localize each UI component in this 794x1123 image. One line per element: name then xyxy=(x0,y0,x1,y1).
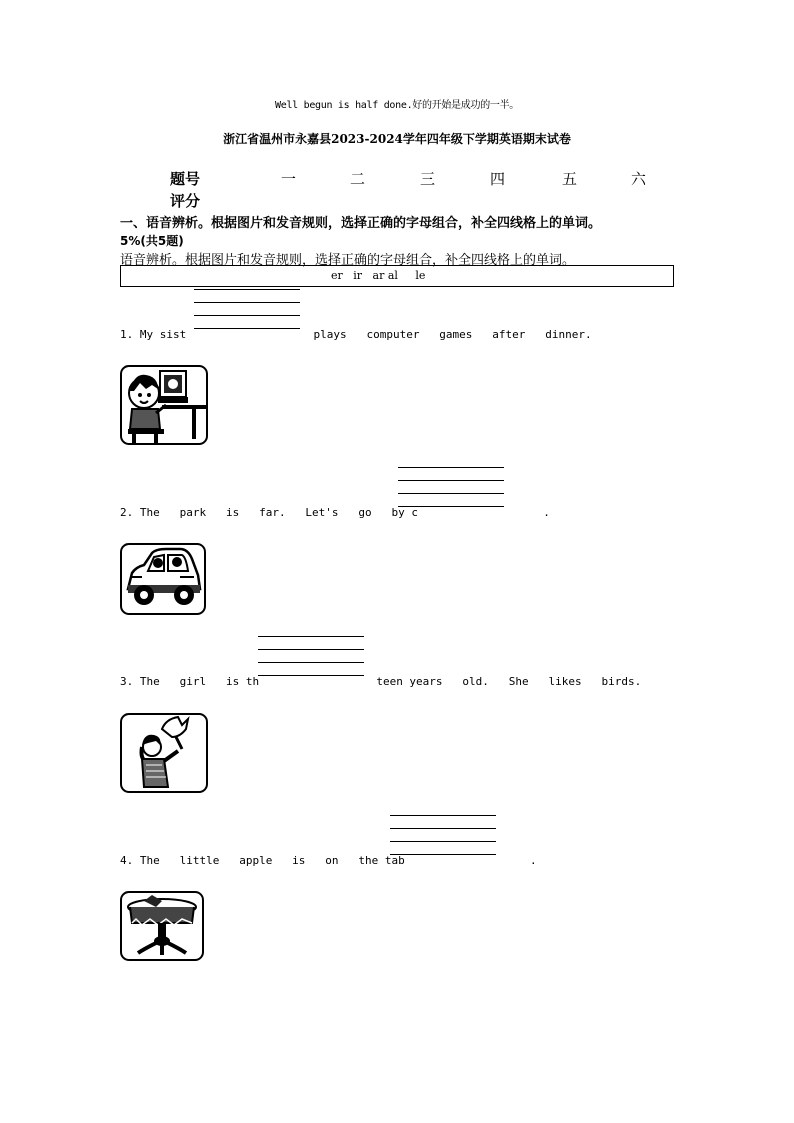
question-3-text-after: teen years old. She likes birds. xyxy=(363,675,642,688)
question-2 xyxy=(120,506,550,519)
score-col-3: 三 xyxy=(420,170,436,188)
table-icon xyxy=(120,891,204,961)
motto: Well begun is half done.好的开始是成功的一半。 xyxy=(275,100,519,111)
score-col-1: 一 xyxy=(281,170,297,188)
question-1-text-after: plays computer games after dinner. xyxy=(300,328,592,341)
question-2-text-before: 2. The park is far. Let's go by c xyxy=(120,506,419,519)
question-1 xyxy=(120,328,592,341)
score-table-label-number: 题号 xyxy=(170,170,201,188)
question-4-text-after: . xyxy=(516,854,537,867)
four-line-grid-2[interactable] xyxy=(398,467,504,506)
girl-bird-icon xyxy=(120,713,208,793)
section-points: 5%(共5题) xyxy=(120,234,184,248)
score-col-2: 二 xyxy=(350,170,366,188)
question-2-text-after: . xyxy=(530,506,550,519)
question-4-text-before: 4. The little apple is on the tab xyxy=(120,854,405,867)
score-col-4: 四 xyxy=(490,170,506,188)
letter-options: er ir ar al le xyxy=(331,269,426,282)
question-4 xyxy=(120,854,537,867)
four-line-grid-3[interactable] xyxy=(258,636,364,675)
section-title: 一、语音辨析。根据图片和发音规则，选择正确的字母组合，补全四线格上的单词。 xyxy=(120,216,602,231)
exam-title: 浙江省温州市永嘉县2023-2024学年四年级下学期英语期末试卷 xyxy=(223,132,571,146)
boy-computer-icon xyxy=(120,365,208,445)
four-line-grid-4[interactable] xyxy=(390,815,496,854)
score-col-6: 六 xyxy=(631,170,647,188)
score-table-label-score: 评分 xyxy=(170,192,201,210)
four-line-grid-1[interactable] xyxy=(194,289,300,328)
options-box xyxy=(120,265,674,287)
question-1-text-before: 1. My sist xyxy=(120,328,187,341)
section-instruction: 语音辨析。根据图片和发音规则，选择正确的字母组合，补全四线格上的单词。 xyxy=(120,253,576,268)
question-3-text-before: 3. The girl is th xyxy=(120,675,260,688)
car-icon xyxy=(120,543,206,615)
question-3 xyxy=(120,675,641,688)
score-col-5: 五 xyxy=(562,170,578,188)
